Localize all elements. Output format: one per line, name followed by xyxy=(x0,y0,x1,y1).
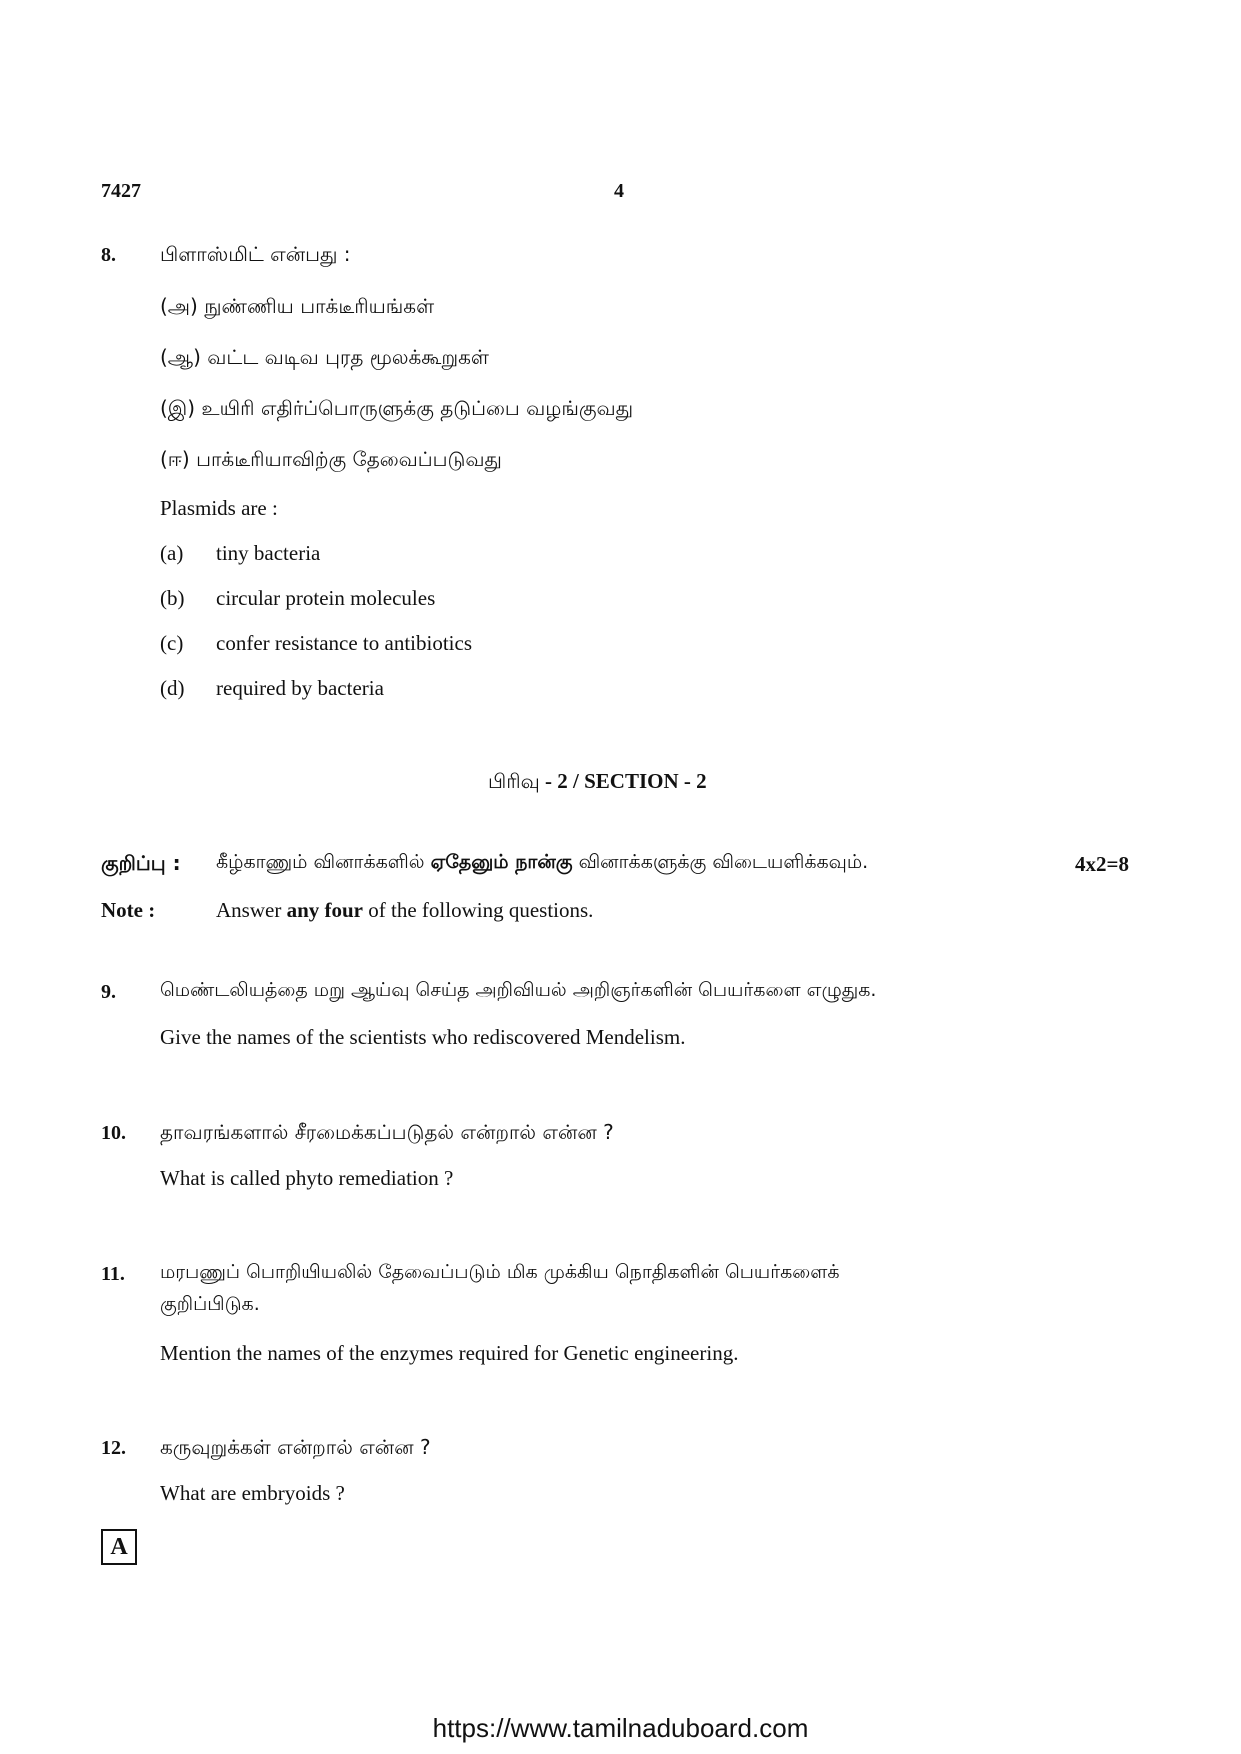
option-text: நுண்ணிய பாக்டீரியங்கள் xyxy=(204,294,435,318)
option-text: வட்ட வடிவ புரத மூலக்கூறுகள் xyxy=(207,345,489,369)
question-8-number: 8. xyxy=(101,244,116,266)
note-tamil-label: குறிப்பு : xyxy=(101,851,181,875)
option-label: (ஈ) xyxy=(160,447,190,471)
question-8-english-stem: Plasmids are : xyxy=(160,496,278,520)
question-11-tamil-line2: குறிப்பிடுக. xyxy=(160,1293,260,1315)
q8-english-option-b-label: (b) xyxy=(160,586,185,610)
question-12-english: What are embryoids ? xyxy=(160,1481,345,1505)
note-english-emphasis: any four xyxy=(286,898,364,922)
footer-url[interactable]: https://www.tamilnaduboard.com xyxy=(432,1713,809,1743)
q8-english-option-c-label: (c) xyxy=(160,631,184,655)
q8-tamil-option-a xyxy=(160,294,434,321)
section-heading xyxy=(488,769,707,796)
note-tamil-part1: கீழ்காணும் வினாக்களில் xyxy=(216,851,431,873)
paper-code: 7427 xyxy=(101,180,141,202)
option-label: (இ) xyxy=(160,396,196,420)
booklet-code-box: A xyxy=(101,1529,137,1565)
question-9-tamil: மெண்டலியத்தை மறு ஆய்வு செய்த அறிவியல் அறிஞர்களின் பெயர்களை எழுதுக. xyxy=(160,979,877,1001)
note-english-part2: of the following questions. xyxy=(363,898,594,922)
note-marks: 4x2=8 xyxy=(1075,852,1129,876)
note-tamil-part2: வினாக்களுக்கு விடையளிக்கவும். xyxy=(572,851,869,873)
option-text: பாக்டீரியாவிற்கு தேவைப்படுவது xyxy=(196,447,502,471)
question-10-number: 10. xyxy=(101,1122,126,1144)
question-11-tamil: மரபணுப் பொறியியலில் தேவைப்படும் மிக முக்கிய நொதிகளின் பெயர்களைக் xyxy=(160,1261,840,1283)
option-text: உயிரி எதிர்ப்பொருளுக்கு தடுப்பை வழங்குவது xyxy=(201,396,634,420)
note-tamil-emphasis: ஏதேனும் நான்கு xyxy=(430,851,573,873)
note-english-label: Note : xyxy=(101,898,156,922)
q8-english-option-b-text: circular protein molecules xyxy=(216,586,436,610)
question-8-tamil-stem: பிளாஸ்மிட் என்பது : xyxy=(160,242,351,266)
section-heading-tamil: பிரிவு xyxy=(488,769,540,793)
question-9-english: Give the names of the scientists who rediscovered Mendelism. xyxy=(160,1025,686,1049)
section-heading-english: - 2 / SECTION - 2 xyxy=(539,769,707,793)
question-11-english: Mention the names of the enzymes required for Genetic engineering. xyxy=(160,1341,739,1365)
question-9-number: 9. xyxy=(101,981,116,1003)
option-label: (ஆ) xyxy=(160,345,201,369)
question-12-number: 12. xyxy=(101,1437,126,1459)
note-tamil-text xyxy=(216,851,868,876)
question-12-tamil: கருவுறுக்கள் என்றால் என்ன ? xyxy=(160,1435,431,1459)
q8-english-option-d-text: required by bacteria xyxy=(216,676,384,700)
q8-tamil-option-c xyxy=(160,396,633,423)
question-11-number: 11. xyxy=(101,1263,125,1285)
note-english-part1: Answer xyxy=(216,898,287,922)
question-10-english: What is called phyto remediation ? xyxy=(160,1166,454,1190)
note-english-text xyxy=(216,898,593,923)
q8-english-option-c-text: confer resistance to antibiotics xyxy=(216,631,472,655)
q8-english-option-d-label: (d) xyxy=(160,676,185,700)
q8-tamil-option-b xyxy=(160,345,489,372)
option-label: (அ) xyxy=(160,294,198,318)
q8-english-option-a-text: tiny bacteria xyxy=(216,541,321,565)
q8-english-option-a-label: (a) xyxy=(160,541,184,565)
q8-tamil-option-d xyxy=(160,447,502,474)
page-number: 4 xyxy=(614,180,624,202)
question-10-tamil: தாவரங்களால் சீரமைக்கப்படுதல் என்றால் என்ன ? xyxy=(160,1120,614,1144)
